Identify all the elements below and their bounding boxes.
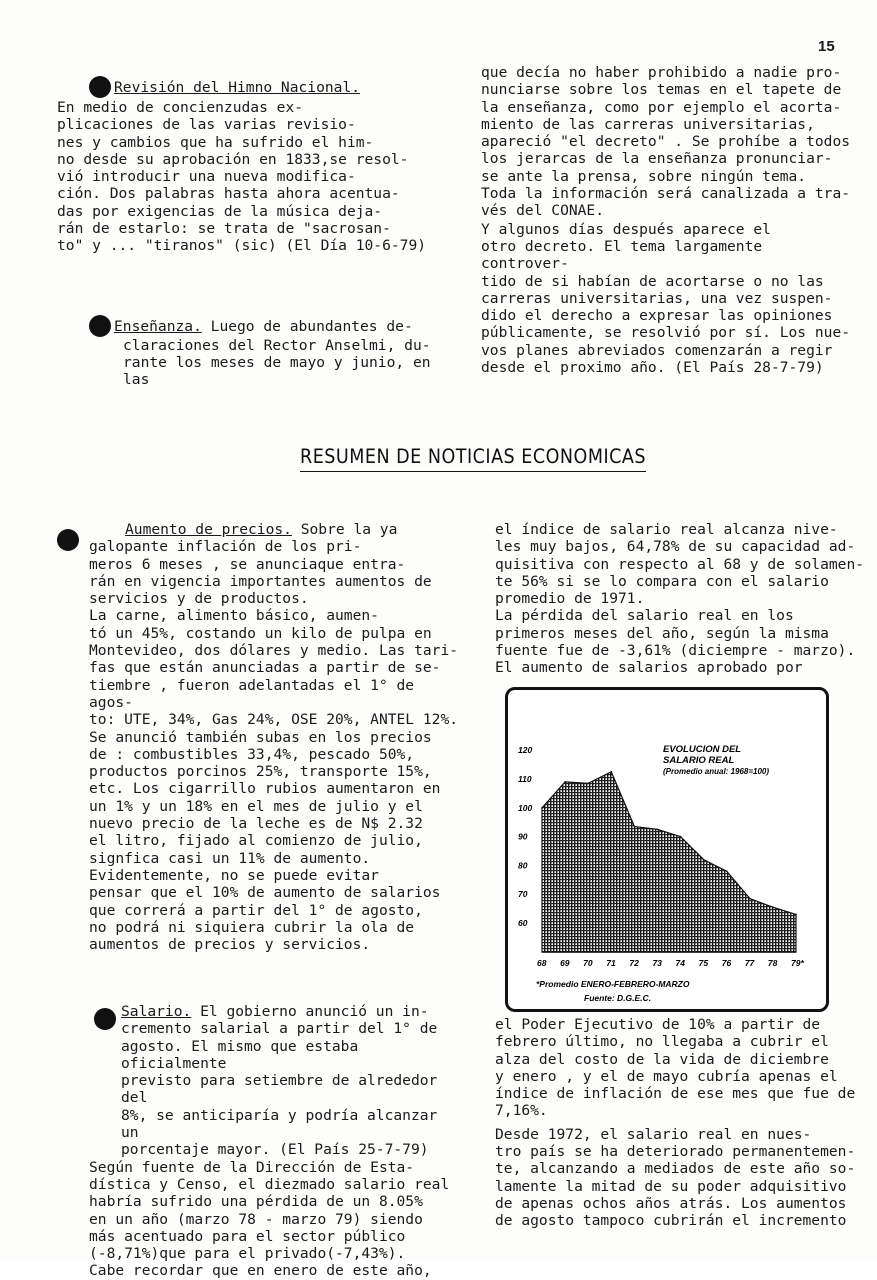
chart-svg <box>508 690 826 1009</box>
y-axis <box>518 745 532 928</box>
x-tick-label: 68 <box>537 958 547 968</box>
right-top-column <box>481 64 851 376</box>
data-point-76 <box>726 870 728 872</box>
precios-lead: Sobre la ya <box>291 521 398 538</box>
y-tick-label: 110 <box>518 774 532 784</box>
right-bottom-column <box>495 521 865 677</box>
x-tick-label: 74 <box>675 958 686 968</box>
salario-paragraph <box>89 1003 459 1020</box>
ensenanza-lead: Luego de abundantes de- <box>201 317 413 335</box>
perdida-paragraph: La pérdida del salario real en los primeros meses del año, según la misma fuente fue de -3,61% (diciempre - marzo). El aumento de salarios aprobado por <box>495 607 856 677</box>
x-tick-label: 78 <box>767 958 778 968</box>
himno-body: En medio de concienzudas ex- plicaciones de las varias revisio- nes y cambios que ha sufrido el him- no desde su aprobación en 1833,se resol- vió introducir una nueva modifica- ción. Dos palabras hasta ahora acentua- das por exigencias de la música deja- rán de estarlo: se trata de "sacrosan- to" y ... "tiranos" (sic) (El Día 10-6-79) <box>57 99 427 255</box>
data-point-77 <box>749 898 751 900</box>
chart-source: Fuente: D.G.E.C. <box>584 993 652 1003</box>
precios-body-3: Evidentemente, no se puede evitar pensar que el 10% de aumento de salarios que correrá a partir del 1° de agosto, no podrá ni siquiera cubrir la ola de aumentos de precios y servicios. <box>89 866 441 954</box>
bullet-icon <box>57 529 79 551</box>
decreto-paragraph-2: Y algunos días después aparece el otro decreto. El tema largamente controver- tido de si habían de acortarse o no las carreras universitarias, una vez suspen- dido el derecho a expresar las opiniones públicamente, se resolvió por sí. Los nue- vos planes abreviados comenzarán a regir desde el proximo año. (El País 28-7-79) <box>481 220 851 377</box>
data-point-69 <box>564 781 566 783</box>
x-tick-label: 79* <box>791 958 804 968</box>
y-tick-label: 90 <box>518 831 528 842</box>
himno-heading: Revisión del Himno Nacional. <box>114 79 361 96</box>
y-tick-label: 120 <box>518 745 533 756</box>
data-point-71 <box>610 771 612 773</box>
section-title: RESUMEN DE NOTICIAS ECONOMICAS <box>300 445 646 472</box>
decreto-paragraph: que decía no haber prohibido a nadie pro- nunciarse sobre los temas en el tapete de la enseñanza, como por ejemplo el acorta- miento de las carreras universitarias, apareció "el decreto" . Se prohíbe a todos los jerarcas de la enseñanza pronunciar- se ante la prensa, sobre ningún tema. Toda la información será canalizada a tra- vés del CONAE. <box>481 64 851 220</box>
x-tick-label: 75 <box>698 958 709 968</box>
data-point-79 <box>795 914 797 916</box>
x-tick-label: 72 <box>629 958 639 968</box>
data-point-75 <box>703 859 705 861</box>
y-tick-label: 60 <box>518 918 528 928</box>
salario-body-1: cremento salarial a partir del 1° de agosto. El mismo que estaba oficialmente previsto para setiembre de alrededor del 8%, se anticiparía y podría alcanzar un porcentaje mayor. (El País 25-7-79) <box>121 1020 438 1159</box>
x-tick-label: 70 <box>583 958 593 968</box>
salario-heading: Salario. <box>121 1003 192 1020</box>
data-point-68 <box>541 807 543 809</box>
data-point-70 <box>587 783 589 785</box>
x-tick-label: 71 <box>606 958 616 968</box>
poder-ejecutivo-paragraph: el Poder Ejecutivo de 10% a partir de febrero último, no llegaba a cubrir el alza del costo de la vida de diciembre y enero , y el de mayo cubría apenas el índice de inflación de ese mes que fue de 7,16%. <box>495 1016 856 1120</box>
bullet-icon <box>94 1008 116 1030</box>
left-bottom-column <box>89 521 459 953</box>
salario-real-area <box>542 772 796 952</box>
left-salario-column <box>89 1003 459 1280</box>
x-axis <box>537 958 804 968</box>
precios-body-2: La carne, alimento básico, aumen- tó un 45%, costando un kilo de pulpa en Montevideo, dos dólares y medio. Las tari- fas que están anunciadas a partir de se- tiembre , fueron adelantadas el 1° de agos- to: UTE, 34%, Gas 24%, OSE 20%, ANTEL 12%. Se anunció también subas en los precios de : combustibles 33,4%, pescado 50%, productos porcinos 25%, transporte 15%, etc. Los cigarrillo rubios aumentaron en un 1% y un 18% en el mes de julio y el nuevo precio de la leche es de N$ 2.32 el litro, fijado al comienzo de julio, signfica casi un 11% de aumento. <box>89 607 459 867</box>
data-point-73 <box>657 829 659 831</box>
indice-paragraph: el índice de salario real alcanza nive- les muy bajos, 64,78% de su capacidad ad- quisitiva con respecto al 68 y de solamen- te 56% si se lo compara con el salario promedio de 1971. <box>495 521 865 608</box>
x-tick-label: 77 <box>744 958 755 968</box>
desde-1972-paragraph: Desde 1972, el salario real en nues- tro país se ha deteriorado permanentemen- te, alcanzando a mediados de este año so- lamente la mitad de su poder adquisitivo de apenas ochos años atrás. Los aumentos de agosto tampoco cubrirán el incremento <box>495 1125 856 1230</box>
ensenanza-heading: Enseñanza. <box>114 317 202 335</box>
x-tick-label: 69 <box>560 958 570 968</box>
chart-subtitle: (Promedio anual: 1968=100) <box>663 767 770 776</box>
x-tick-label: 76 <box>721 958 732 968</box>
page-number: 15 <box>818 38 835 55</box>
x-tick-label: 73 <box>652 958 662 968</box>
y-tick-label: 100 <box>518 802 533 813</box>
precios-body-1: galopante inflación de los pri- meros 6 meses , se anunciaque entra- rán en vigencia importantes aumentos de servicios y de productos. <box>89 538 432 608</box>
chart-plot-area <box>541 771 797 952</box>
himno-paragraph <box>89 76 444 98</box>
bullet-icon <box>89 315 111 337</box>
y-tick-label: 80 <box>518 860 528 871</box>
bullet-icon <box>89 76 111 98</box>
salario-lead: El gobierno anunció un in- <box>191 1003 429 1020</box>
salario-body-2: Según fuente de la Dirección de Esta- dística y Censo, el diezmado salario real habría sufrido una pérdida de un 8.05% en un año (marzo 78 - marzo 79) siendo más acentuado para el sector público (-8,71%)que para el privado(-7,43%). Cabe recordar que en enero de este año, <box>89 1158 450 1280</box>
salario-real-chart <box>505 687 829 1012</box>
precios-heading: Aumento de precios. <box>125 521 292 538</box>
left-top-column <box>57 76 444 389</box>
precios-paragraph <box>89 521 491 538</box>
ensenanza-paragraph <box>89 315 444 337</box>
data-point-72 <box>634 826 636 828</box>
chart-title-line-2: SALARIO REAL <box>663 755 735 766</box>
chart-footnote: *Promedio ENERO-FEBRERO-MARZO <box>536 979 690 989</box>
right-after-chart-column <box>495 1016 865 1230</box>
y-tick-label: 70 <box>518 889 528 900</box>
data-point-74 <box>680 836 682 838</box>
ensenanza-body: claraciones del Rector Anselmi, du- rante los meses de mayo y junio, en las <box>123 336 431 389</box>
chart-title-line-1: EVOLUCION DEL <box>663 744 742 755</box>
data-point-78 <box>772 906 774 908</box>
